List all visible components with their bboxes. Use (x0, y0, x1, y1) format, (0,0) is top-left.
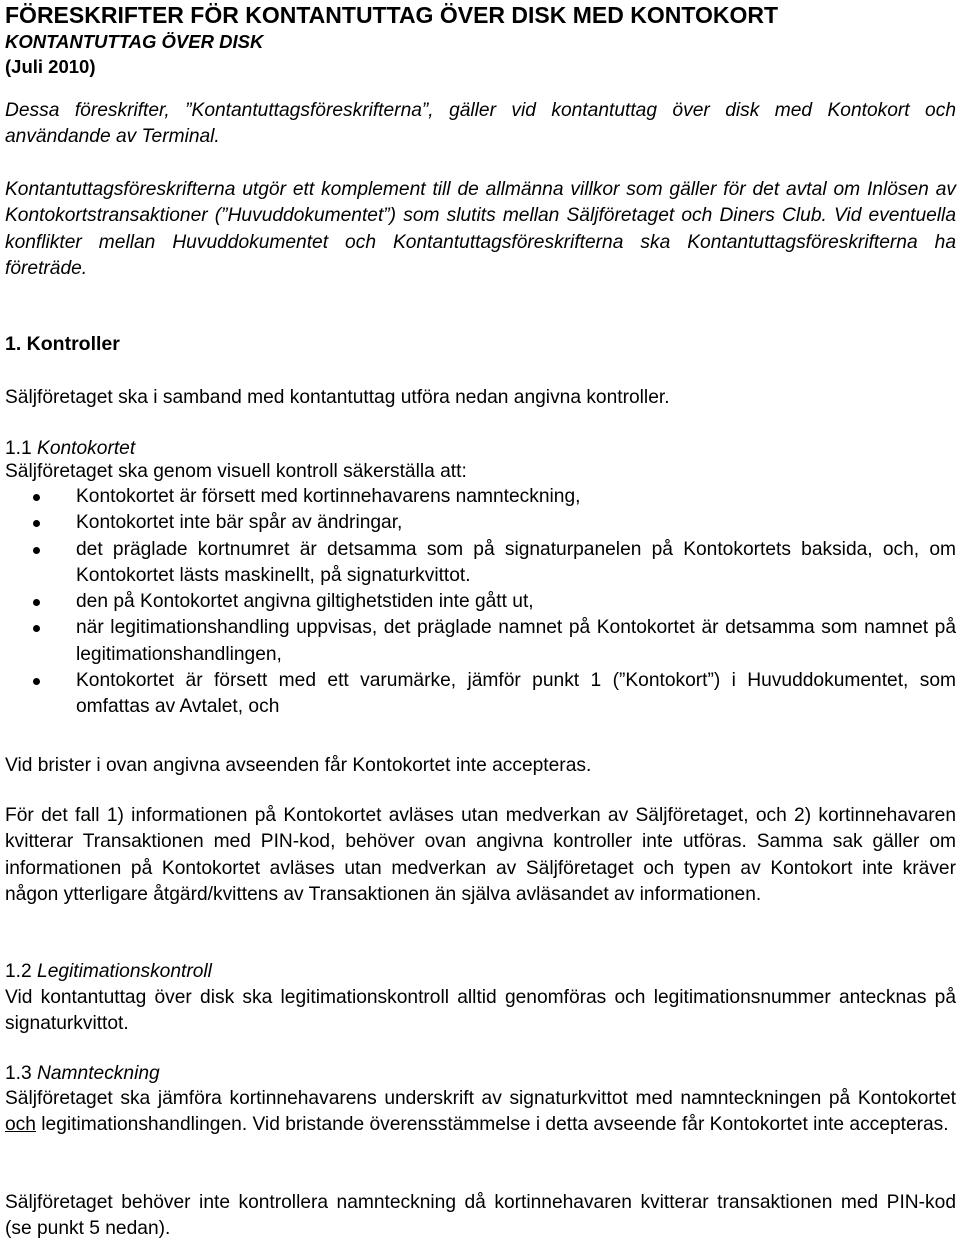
section-1-3-text: Säljföretaget ska jämföra kortinnehavarens underskrift av signaturkvittot med namnteckningen på Kontokortet och legitimationshandlingen. Vid bristande överensstämmelse i detta avseende får Kontokortet inte accepteras. (5, 1088, 956, 1136)
bullet-icon (33, 599, 40, 606)
document-title: FÖRESKRIFTER FÖR KONTANTUTTAG ÖVER DISK MED KONTOKORT (5, 2, 779, 28)
underlined-word: och (5, 1114, 36, 1136)
section-number: 1.3 (5, 1063, 32, 1084)
list-item: den på Kontokortet angivna giltighetstiden inte gått ut, (5, 589, 956, 615)
section-name: Kontokortet (37, 438, 136, 459)
intro-paragraph-1: Dessa föreskrifter, ”Kontantuttagsföreskrifterna”, gäller vid kontantuttag över disk med Kontokort och användande av Terminal. (5, 100, 956, 148)
section-number: 1.1 (5, 438, 32, 459)
bullet-icon (33, 494, 40, 501)
list-item: Kontokortet inte bär spår av ändringar, (5, 510, 956, 536)
bullet-icon (33, 678, 40, 685)
section-1-2-text: Vid kontantuttag över disk ska legitimationskontroll alltid genomföras och legitimationsnummer antecknas på signaturkvittot. (5, 987, 956, 1035)
list-item: det präglade kortnumret är detsamma som på signaturpanelen på Kontokortets baksida, och, om Kontokortet lästs maskinellt, på signaturkvittot. (5, 537, 956, 590)
bullet-icon (33, 625, 40, 632)
section-1-3-heading (5, 1061, 160, 1087)
section-1-1-paragraph: För det fall 1) informationen på Kontokortet avläses utan medverkan av Säljföretaget, och 2) kortinnehavaren kvitterar Transaktionen med PIN-kod, behöver ovan angivna kontroller inte utföras. Samma sak gäller om informationen på Kontokortet avläses utan medverkan av Säljföretaget och typen av Kontokort inte kräver någon ytterligare åtgärd/kvittens av Transaktionen än själva avläsandet av informationen. (5, 805, 956, 905)
section-1-2-heading (5, 959, 212, 985)
section-number: 1.2 (5, 961, 32, 982)
intro-paragraph-2: Kontantuttagsföreskrifterna utgör ett komplement till de allmänna villkor som gäller för det avtal om Inlösen av Kontokortstransaktioner (”Huvuddokumentet”) som slutits mellan Säljföretaget och Diners Club. Vid eventuella konflikter mellan Huvuddokumentet och Kontantuttagsföreskrifterna ska Kontantuttagsföreskrifterna ha företräde. (5, 179, 956, 279)
section-1-text: Säljföretaget ska i samband med kontantuttag utföra nedan angivna kontroller. (5, 387, 670, 408)
section-1-heading: 1. Kontroller (5, 333, 120, 355)
bullet-icon (33, 520, 40, 527)
kontokort-checklist (5, 484, 956, 721)
document-subtitle: KONTANTUTTAG ÖVER DISK (5, 31, 264, 52)
list-item: när legitimationshandling uppvisas, det präglade namnet på Kontokortet är detsamma som namnet på legitimationshandlingen, (5, 615, 956, 668)
list-item: Kontokortet är försett med ett varumärke, jämför punkt 1 (”Kontokort”) i Huvuddokumentet, som omfattas av Avtalet, och (5, 668, 956, 721)
document-date: (Juli 2010) (5, 56, 96, 77)
section-name: Legitimationskontroll (37, 961, 212, 982)
section-1-1-after: Vid brister i ovan angivna avseenden får Kontokortet inte accepteras. (5, 755, 592, 776)
section-1-1-lead: Säljföretaget ska genom visuell kontroll säkerställa att: (5, 461, 467, 482)
bullet-icon (33, 547, 40, 554)
list-item: Kontokortet är försett med kortinnehavarens namnteckning, (5, 484, 956, 510)
section-1-3-note: Säljföretaget behöver inte kontrollera namnteckning då kortinnehavaren kvitterar transaktionen med PIN-kod (se punkt 5 nedan). (5, 1192, 956, 1240)
section-name: Namnteckning (37, 1063, 160, 1084)
